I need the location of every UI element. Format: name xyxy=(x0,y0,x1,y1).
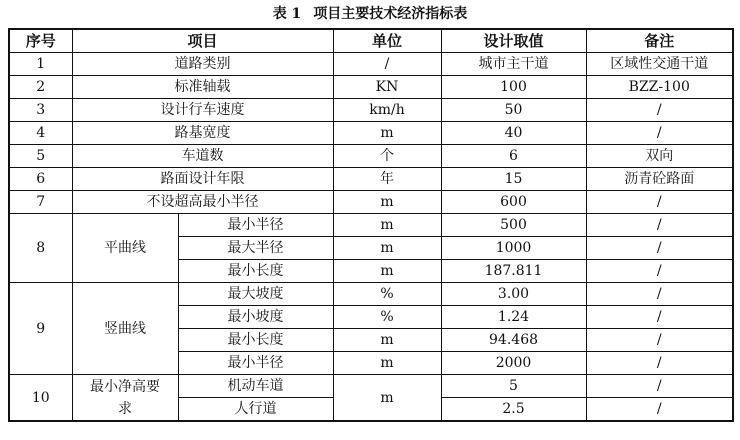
cell-remark: / xyxy=(586,398,733,422)
table-caption-label: 表 1 xyxy=(272,6,302,22)
cell-unit: m xyxy=(333,352,441,375)
table-row xyxy=(9,76,733,99)
cell-item: 路基宽度 xyxy=(72,122,333,145)
cell-no: 7 xyxy=(9,191,72,214)
table-row xyxy=(9,145,733,168)
cell-no: 9 xyxy=(9,283,72,375)
cell-no: 8 xyxy=(9,214,72,283)
cell-value: 100 xyxy=(441,76,586,99)
cell-no: 1 xyxy=(9,53,72,76)
cell-unit: m xyxy=(333,237,441,260)
header-remark: 备注 xyxy=(586,29,733,53)
cell-remark: / xyxy=(586,306,733,329)
cell-remark: / xyxy=(586,375,733,398)
cell-subitem: 人行道 xyxy=(178,398,333,422)
cell-value: 94.468 xyxy=(441,329,586,352)
cell-unit: / xyxy=(333,53,441,76)
table-caption xyxy=(0,0,740,28)
cell-value: 6 xyxy=(441,145,586,168)
cell-item: 车道数 xyxy=(72,145,333,168)
cell-unit: 个 xyxy=(333,145,441,168)
cell-subitem: 最大坡度 xyxy=(178,283,333,306)
table-row xyxy=(9,53,733,76)
cell-remark: / xyxy=(586,260,733,283)
cell-no: 10 xyxy=(9,375,72,422)
cell-remark: / xyxy=(586,122,733,145)
cell-group: 最小净高要求 xyxy=(72,375,178,422)
cell-item: 设计行车速度 xyxy=(72,99,333,122)
table-row xyxy=(9,99,733,122)
cell-remark: / xyxy=(586,329,733,352)
cell-item: 不设超高最小半径 xyxy=(72,191,333,214)
cell-remark: / xyxy=(586,191,733,214)
cell-no: 4 xyxy=(9,122,72,145)
cell-subitem: 最小半径 xyxy=(178,214,333,237)
cell-unit: m xyxy=(333,191,441,214)
cell-value: 1.24 xyxy=(441,306,586,329)
cell-value: 600 xyxy=(441,191,586,214)
cell-group: 平曲线 xyxy=(72,214,178,283)
cell-no: 6 xyxy=(9,168,72,191)
cell-remark: / xyxy=(586,237,733,260)
cell-item: 标准轴载 xyxy=(72,76,333,99)
cell-subitem: 最小长度 xyxy=(178,260,333,283)
cell-value: 15 xyxy=(441,168,586,191)
cell-item: 道路类别 xyxy=(72,53,333,76)
table-row xyxy=(9,168,733,191)
cell-unit: % xyxy=(333,306,441,329)
cell-no: 3 xyxy=(9,99,72,122)
cell-unit: m xyxy=(333,375,441,422)
cell-value: 2.5 xyxy=(441,398,586,422)
cell-no: 5 xyxy=(9,145,72,168)
cell-subitem: 最小长度 xyxy=(178,329,333,352)
cell-subitem: 最小坡度 xyxy=(178,306,333,329)
cell-remark: / xyxy=(586,352,733,375)
cell-value: 城市主干道 xyxy=(441,53,586,76)
table-row xyxy=(9,283,733,306)
cell-value: 187.811 xyxy=(441,260,586,283)
header-item: 项目 xyxy=(72,29,333,53)
cell-value: 3.00 xyxy=(441,283,586,306)
cell-unit: m xyxy=(333,329,441,352)
cell-unit: m xyxy=(333,214,441,237)
cell-value: 500 xyxy=(441,214,586,237)
cell-unit: % xyxy=(333,283,441,306)
cell-remark: / xyxy=(586,214,733,237)
cell-remark: 双向 xyxy=(586,145,733,168)
cell-remark: / xyxy=(586,99,733,122)
cell-item: 路面设计年限 xyxy=(72,168,333,191)
cell-remark: 区域性交通干道 xyxy=(586,53,733,76)
cell-remark: 沥青砼路面 xyxy=(586,168,733,191)
cell-value: 1000 xyxy=(441,237,586,260)
cell-subitem: 机动车道 xyxy=(178,375,333,398)
cell-unit: m xyxy=(333,260,441,283)
table-row xyxy=(9,214,733,237)
cell-unit: KN xyxy=(333,76,441,99)
indicator-table xyxy=(8,28,734,422)
cell-remark: BZZ-100 xyxy=(586,76,733,99)
header-value: 设计取值 xyxy=(441,29,586,53)
cell-remark: / xyxy=(586,283,733,306)
cell-value: 40 xyxy=(441,122,586,145)
cell-subitem: 最小半径 xyxy=(178,352,333,375)
cell-unit: km/h xyxy=(333,99,441,122)
header-unit: 单位 xyxy=(333,29,441,53)
header-row xyxy=(9,29,733,53)
cell-value: 2000 xyxy=(441,352,586,375)
cell-no: 2 xyxy=(9,76,72,99)
header-no: 序号 xyxy=(9,29,72,53)
cell-unit: m xyxy=(333,122,441,145)
table-caption-title: 项目主要技术经济指标表 xyxy=(313,6,468,22)
table-row xyxy=(9,191,733,214)
cell-value: 5 xyxy=(441,375,586,398)
cell-unit: 年 xyxy=(333,168,441,191)
table-row xyxy=(9,122,733,145)
cell-group: 竖曲线 xyxy=(72,283,178,375)
cell-value: 50 xyxy=(441,99,586,122)
cell-subitem: 最大半径 xyxy=(178,237,333,260)
table-row xyxy=(9,375,733,398)
